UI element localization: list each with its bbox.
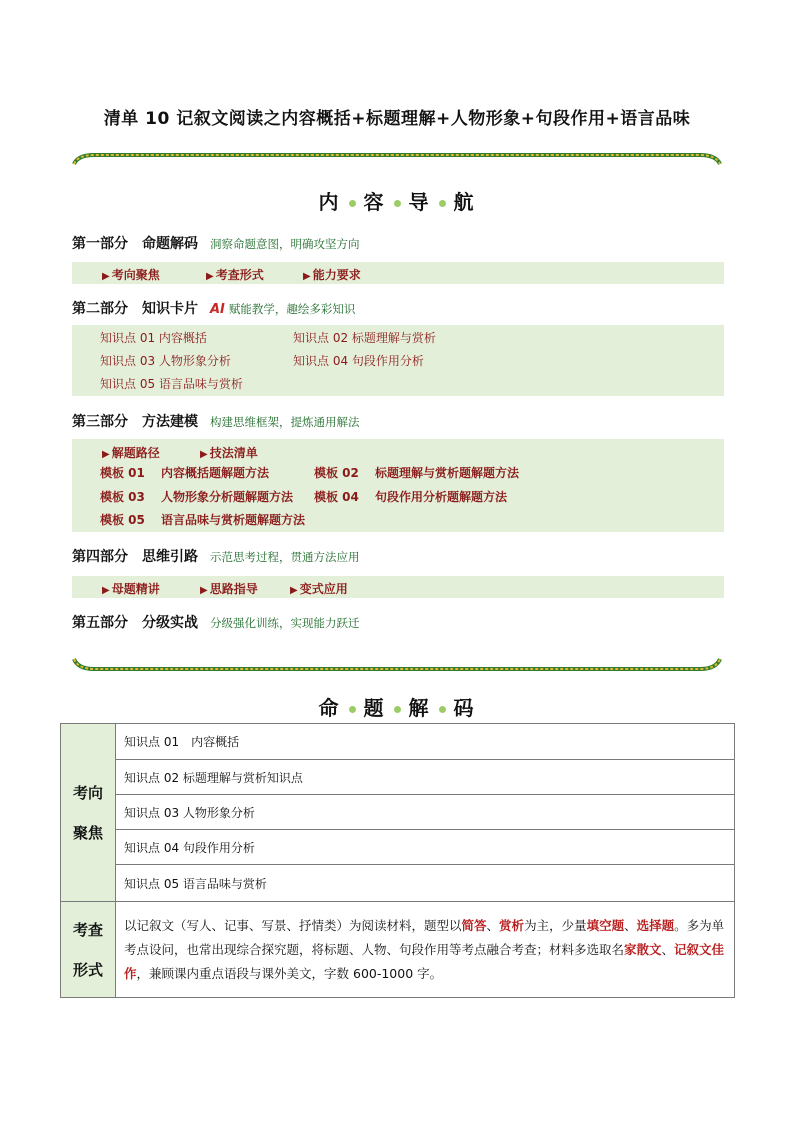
dot-separator bbox=[349, 706, 356, 713]
part-4-heading bbox=[72, 546, 360, 566]
nav-link-template05[interactable]: 模板 05 语言品味与赏析题解题方法 bbox=[100, 513, 306, 527]
part-name: 思维引路 bbox=[142, 549, 198, 565]
triangle-icon: ▶ bbox=[102, 585, 110, 596]
table-cell: 知识点 04 句段作用分析 bbox=[116, 830, 735, 865]
part-number: 第三部分 bbox=[72, 414, 128, 430]
nav-link-bianshi[interactable]: ▶ 变式应用 bbox=[290, 582, 348, 596]
nav-link-silu[interactable]: ▶ 思路指导 bbox=[200, 582, 258, 596]
part-2-band bbox=[72, 325, 724, 396]
table-row bbox=[61, 724, 735, 760]
bottom-divider bbox=[72, 656, 722, 672]
nav-link-kp04[interactable]: 知识点 04 句段作用分析 bbox=[293, 354, 424, 368]
part-2-heading bbox=[72, 298, 355, 318]
part-description: 示范思考过程，贯通方法应用 bbox=[210, 550, 360, 564]
triangle-icon: ▶ bbox=[102, 271, 110, 282]
nav-link-muti[interactable]: ▶ 母题精讲 bbox=[102, 582, 160, 596]
table-row bbox=[61, 865, 735, 902]
part-description: 构建思维框架，提炼通用解法 bbox=[210, 415, 360, 429]
part-description: 分级强化训练，实现能力跃迁 bbox=[210, 616, 360, 630]
nav-link-kp02[interactable]: 知识点 02 标题理解与赏析 bbox=[293, 331, 436, 345]
part-number: 第一部分 bbox=[72, 236, 128, 252]
dot-separator bbox=[394, 706, 401, 713]
part-1-band bbox=[72, 262, 724, 284]
table-cell: 知识点 02 标题理解与赏析知识点 bbox=[116, 760, 735, 795]
part-description: 赋能教学，趣绘多彩知识 bbox=[228, 302, 356, 316]
nav-link-kp03[interactable]: 知识点 03 人物形象分析 bbox=[100, 354, 231, 368]
part-name: 知识卡片 bbox=[142, 301, 198, 317]
nav-link-kaoxiang[interactable]: ▶ 考向聚焦 bbox=[102, 268, 160, 282]
row-header-kaocha: 考查 形式 bbox=[61, 902, 116, 998]
decode-title-char: 解 bbox=[408, 696, 431, 720]
nav-link-template01[interactable]: 模板 01 内容概括题解题方法 bbox=[100, 466, 270, 480]
part-number: 第五部分 bbox=[72, 615, 128, 631]
table-row bbox=[61, 830, 735, 865]
nav-title-char: 内 bbox=[318, 190, 341, 214]
decode-section-title bbox=[0, 692, 794, 721]
nav-title-char: 导 bbox=[408, 190, 431, 214]
row-header-kaoxiang: 考向 聚焦 bbox=[61, 724, 116, 902]
table-row bbox=[61, 902, 735, 998]
part-3-heading bbox=[72, 411, 360, 431]
part-name: 分级实战 bbox=[142, 615, 198, 631]
dot-separator bbox=[439, 706, 446, 713]
part-4-band bbox=[72, 576, 724, 598]
triangle-icon: ▶ bbox=[303, 271, 311, 282]
part-number: 第四部分 bbox=[72, 549, 128, 565]
top-divider bbox=[72, 152, 722, 168]
triangle-icon: ▶ bbox=[102, 449, 110, 460]
nav-link-nengli[interactable]: ▶ 能力要求 bbox=[303, 268, 361, 282]
nav-title-char: 航 bbox=[453, 190, 476, 214]
nav-section-title bbox=[0, 186, 794, 215]
triangle-icon: ▶ bbox=[290, 585, 298, 596]
decode-title-char: 命 bbox=[318, 696, 341, 720]
nav-link-kp01[interactable]: 知识点 01 内容概括 bbox=[100, 331, 207, 345]
table-row bbox=[61, 760, 735, 795]
nav-title-char: 容 bbox=[363, 190, 386, 214]
part-name: 命题解码 bbox=[142, 236, 198, 252]
nav-link-template04[interactable]: 模板 04 句段作用分析题解题方法 bbox=[314, 490, 508, 504]
part-5-heading bbox=[72, 612, 360, 632]
triangle-icon: ▶ bbox=[200, 449, 208, 460]
document-title: 清单 10 记叙文阅读之内容概括+标题理解+人物形象+句段作用+语言品味 bbox=[103, 109, 691, 129]
kaocha-description: 以记叙文（写人、记事、写景、抒情类）为阅读材料，题型以简答、赏析为主，少量填空题、选择题。多为单考点设问，也常出现综合探究题，将标题、人物、句段作用等考点融合考查；材料多选取名家散文、记叙文佳作，兼顾课内重点语段与课外美文，字数 600-1000 字。 bbox=[116, 902, 735, 998]
table-cell: 知识点 05 语言品味与赏析 bbox=[116, 865, 735, 902]
part-description: 洞察命题意图，明确攻坚方向 bbox=[210, 237, 360, 251]
table-cell: 知识点 03 人物形象分析 bbox=[116, 795, 735, 830]
part-1-heading bbox=[72, 233, 360, 253]
decode-title-char: 题 bbox=[363, 696, 386, 720]
table-cell: 知识点 01 内容概括 bbox=[116, 724, 735, 760]
part-number: 第二部分 bbox=[72, 301, 128, 317]
ai-badge: AI bbox=[210, 302, 225, 317]
nav-link-template02[interactable]: 模板 02 标题理解与赏析题解题方法 bbox=[314, 466, 520, 480]
nav-link-template03[interactable]: 模板 03 人物形象分析题解题方法 bbox=[100, 490, 294, 504]
triangle-icon: ▶ bbox=[206, 271, 214, 282]
dot-separator bbox=[439, 200, 446, 207]
part-name: 方法建模 bbox=[142, 414, 198, 430]
nav-link-jieti[interactable]: ▶ 解题路径 bbox=[102, 446, 160, 460]
decode-table bbox=[60, 723, 735, 998]
table-row bbox=[61, 795, 735, 830]
nav-link-kp05[interactable]: 知识点 05 语言品味与赏析 bbox=[100, 377, 243, 391]
triangle-icon: ▶ bbox=[200, 585, 208, 596]
nav-link-jifa[interactable]: ▶ 技法清单 bbox=[200, 446, 258, 460]
decode-title-char: 码 bbox=[453, 696, 476, 720]
nav-link-kaocha[interactable]: ▶ 考查形式 bbox=[206, 268, 264, 282]
dot-separator bbox=[394, 200, 401, 207]
part-3-band bbox=[72, 439, 724, 532]
dot-separator bbox=[349, 200, 356, 207]
